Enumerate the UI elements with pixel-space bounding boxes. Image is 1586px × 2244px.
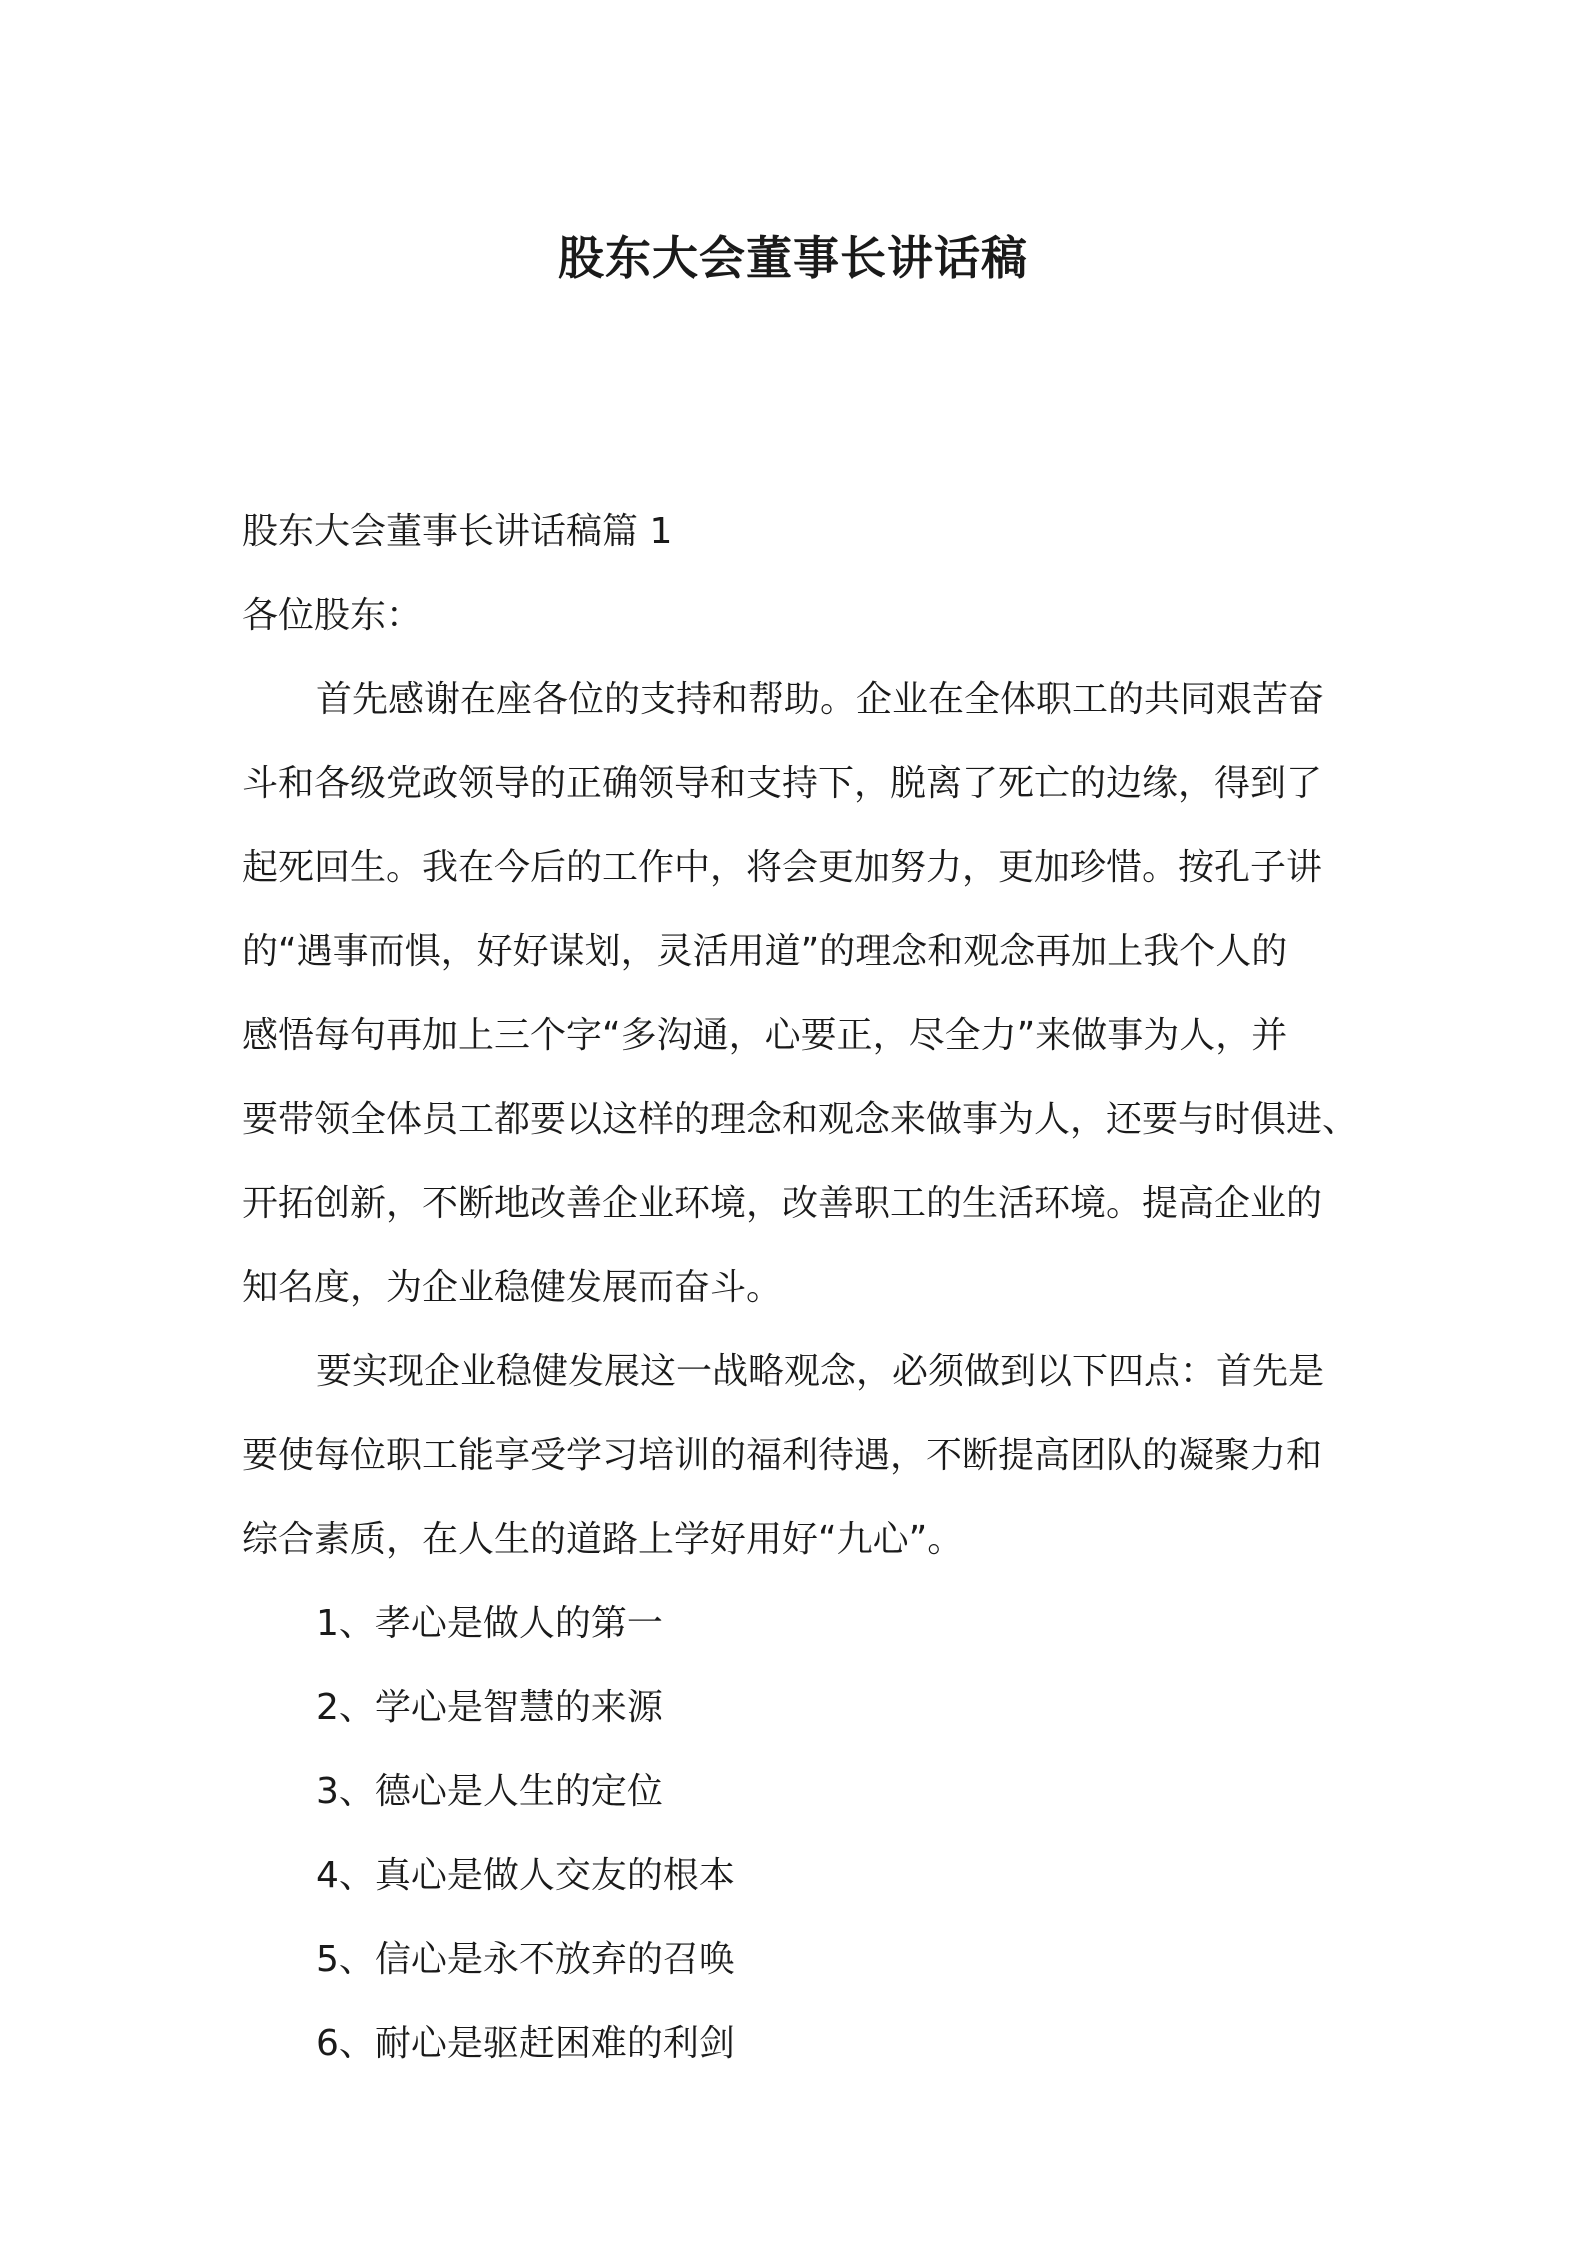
list-item: 2、学心是智慧的来源 xyxy=(316,1687,663,1728)
list-item: 1、孝心是做人的第一 xyxy=(316,1603,663,1644)
paragraph-line: 要实现企业稳健发展这一战略观念，必须做到以下四点：首先是 xyxy=(316,1351,1325,1392)
paragraph-line: 要使每位职工能享受学习培训的福利待遇，不断提高团队的凝聚力和 xyxy=(242,1435,1323,1476)
list-item: 4、真心是做人交友的根本 xyxy=(316,1855,735,1896)
paragraph-line: 感悟每句再加上三个字“多沟通，心要正，尽全力”来做事为人，并 xyxy=(242,1015,1288,1056)
nine-hearts-list xyxy=(242,1582,1362,2086)
paragraph-1 xyxy=(242,658,1362,1330)
paragraph-2 xyxy=(242,1330,1362,1582)
paragraph-line: 开拓创新，不断地改善企业环境，改善职工的生活环境。提高企业的 xyxy=(242,1183,1323,1224)
list-item: 3、德心是人生的定位 xyxy=(316,1771,663,1812)
paragraph-line: 综合素质，在人生的道路上学好用好“九心”。 xyxy=(242,1519,964,1560)
paragraph-line: 的“遇事而惧，好好谋划，灵活用道”的理念和观念再加上我个人的 xyxy=(242,931,1288,972)
paragraph-line: 起死回生。我在今后的工作中，将会更加努力，更加珍惜。按孔子讲 xyxy=(242,847,1323,888)
paragraph-line: 知名度，为企业稳健发展而奋斗。 xyxy=(242,1267,783,1308)
list-item: 6、耐心是驱赶困难的利剑 xyxy=(316,2023,735,2064)
paragraph-line: 要带领全体员工都要以这样的理念和观念来做事为人，还要与时俱进、 xyxy=(242,1099,1359,1140)
paragraph-line: 首先感谢在座各位的支持和帮助。企业在全体职工的共同艰苦奋 xyxy=(316,679,1325,720)
paragraph-line: 斗和各级党政领导的正确领导和支持下，脱离了死亡的边缘，得到了 xyxy=(242,763,1323,804)
salutation: 各位股东： xyxy=(242,595,423,636)
document-title: 股东大会董事长讲话稿 xyxy=(558,231,1028,285)
section-heading: 股东大会董事长讲话稿篇 1 xyxy=(242,511,673,552)
list-item: 5、信心是永不放弃的召唤 xyxy=(316,1939,735,1980)
document-body xyxy=(242,490,1362,2086)
